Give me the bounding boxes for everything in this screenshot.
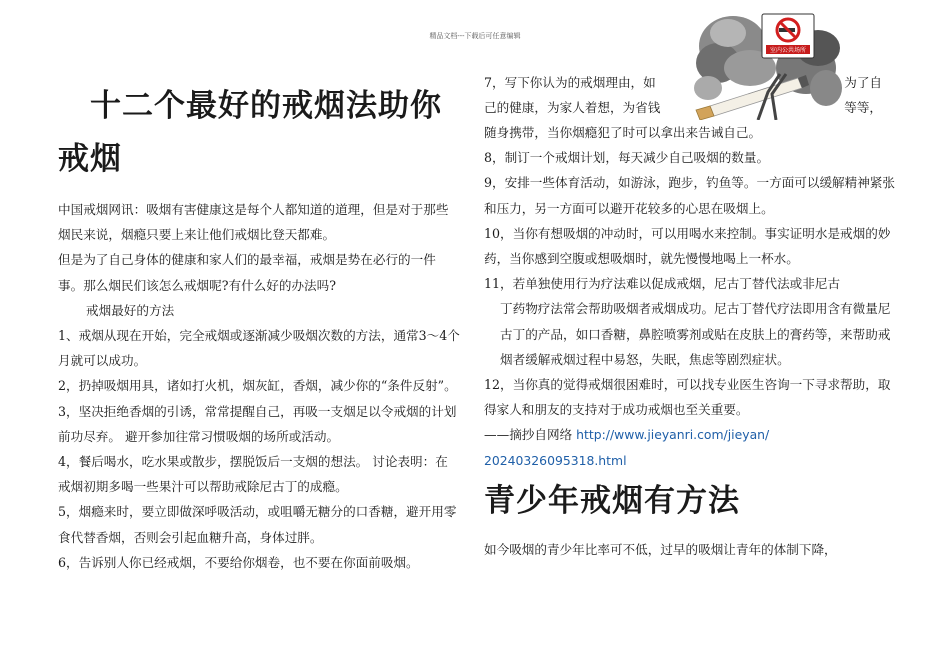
sign-caption: 室内公共场所 (769, 47, 807, 54)
article-title-line2: 戒烟 (58, 141, 122, 177)
method-item-7-part-b: 为了自 (844, 75, 882, 90)
article-title-line1: 十二个最好的戒烟法助你 (90, 88, 442, 124)
subheading: 戒烟最好的方法 (86, 302, 175, 318)
teen-paragraph: 如今吸烟的青少年比率可不低，过早的吸烟让青年的体制下降， (484, 541, 837, 557)
source-line (484, 422, 896, 447)
intro-paragraph-2: 但是为了自己身体的健康和家人们的最幸福，戒烟是势在必行的一件事。那么烟民们该怎么戒烟呢?有什么好的办法吗? (58, 252, 436, 293)
section-heading-teen: 青少年戒烟有方法 (484, 482, 740, 519)
method-item-10: 10，当你有想吸烟的冲动时，可以用喝水来控制。事实证明水是戒烟的妙药，当你感到空腹或想吸烟时，就先慢慢地喝上一杯水。 (484, 225, 891, 267)
method-item-8: 8，制订一个戒烟计划，每天减少自己吸烟的数量。 (484, 150, 770, 166)
method-item-4: 4，餐后喝水，吃水果或散步，摆脱饭后一支烟的想法。 讨论表明：在戒烟初期多喝一些果汁可以帮助戒除尼古丁的成瘾。 (58, 454, 448, 495)
method-item-1: 1、戒烟从现在开始，完全戒烟或逐渐减少吸烟次数的方法，通常3～4个月就可以成功。 (58, 328, 460, 369)
source-prefix: ——摘抄自网络 (484, 427, 573, 443)
no-smoking-sign (762, 14, 814, 58)
method-item-11-rest: 丁药物疗法常会帮助吸烟者戒烟成功。尼古丁替代疗法即用含有微量尼古丁的产品，如口香糖，鼻腔喷雾剂或贴在皮肤上的膏药等，来帮助戒烟者缓解戒烟过程中易怒，失眠，焦虑等剧烈症状。 (500, 301, 891, 367)
intro-paragraph-1: 中国戒烟网讯：吸烟有害健康这是每个人都知道的道理，但是对于那些烟民来说，烟瘾只要上来让他们戒烟比登天都难。 (58, 202, 449, 243)
method-item-7-line3: 随身携带，当你烟瘾犯了时可以拿出来告诫自己。 (484, 125, 762, 140)
source-link[interactable]: http://www.jieyanri.com/jieyan/ (576, 427, 770, 443)
left-column (58, 0, 460, 575)
method-item-11-lead: 11，若单独使用行为疗法难以促成戒烟，尼古丁替代法或非尼古 (484, 276, 841, 292)
method-item-9: 9，安排一些体育活动，如游泳，跑步，钓鱼等。一方面可以缓解精神紧张和压力，另一方面可以避开花较多的心思在吸烟上。 (484, 175, 896, 216)
method-item-7-part-d: 等等， (844, 100, 882, 115)
method-item-6: 6，告诉别人你已经戒烟，不要给你烟卷，也不要在你面前吸烟。 (58, 554, 419, 570)
method-item-5: 5，烟瘾来时，要立即做深呼吸活动，或咀嚼无糖分的口香糖，避开用零食代替香烟，否则会引起血糖升高，身体过胖。 (58, 504, 457, 545)
method-item-7-part-a: 7，写下你认为的戒烟理由，如 (484, 75, 656, 90)
no-smoking-photo (688, 8, 842, 120)
method-item-3: 3，坚决拒绝香烟的引诱，常常提醒自己，再吸一支烟足以令戒烟的计划前功尽弃。 避开参加往常习惯吸烟的场所或活动。 (58, 403, 457, 444)
source-line-2 (484, 448, 896, 473)
method-item-12: 12，当你真的觉得戒烟很困难时，可以找专业医生咨询一下寻求帮助，取得家人和朋友的支持对于成功戒烟也至关重要。 (484, 377, 891, 418)
method-item-2: 2，扔掉吸烟用具，诸如打火机，烟灰缸，香烟，减少你的“条件反射”。 (58, 378, 457, 394)
no-smoking-illustration (688, 8, 842, 120)
method-item-7-part-c: 己的健康，为家人着想，为省钱 (484, 100, 661, 115)
source-link-continued[interactable]: 20240326095318.html (484, 452, 627, 468)
header-note: 精品文档---下载后可任意编辑 (429, 32, 521, 40)
